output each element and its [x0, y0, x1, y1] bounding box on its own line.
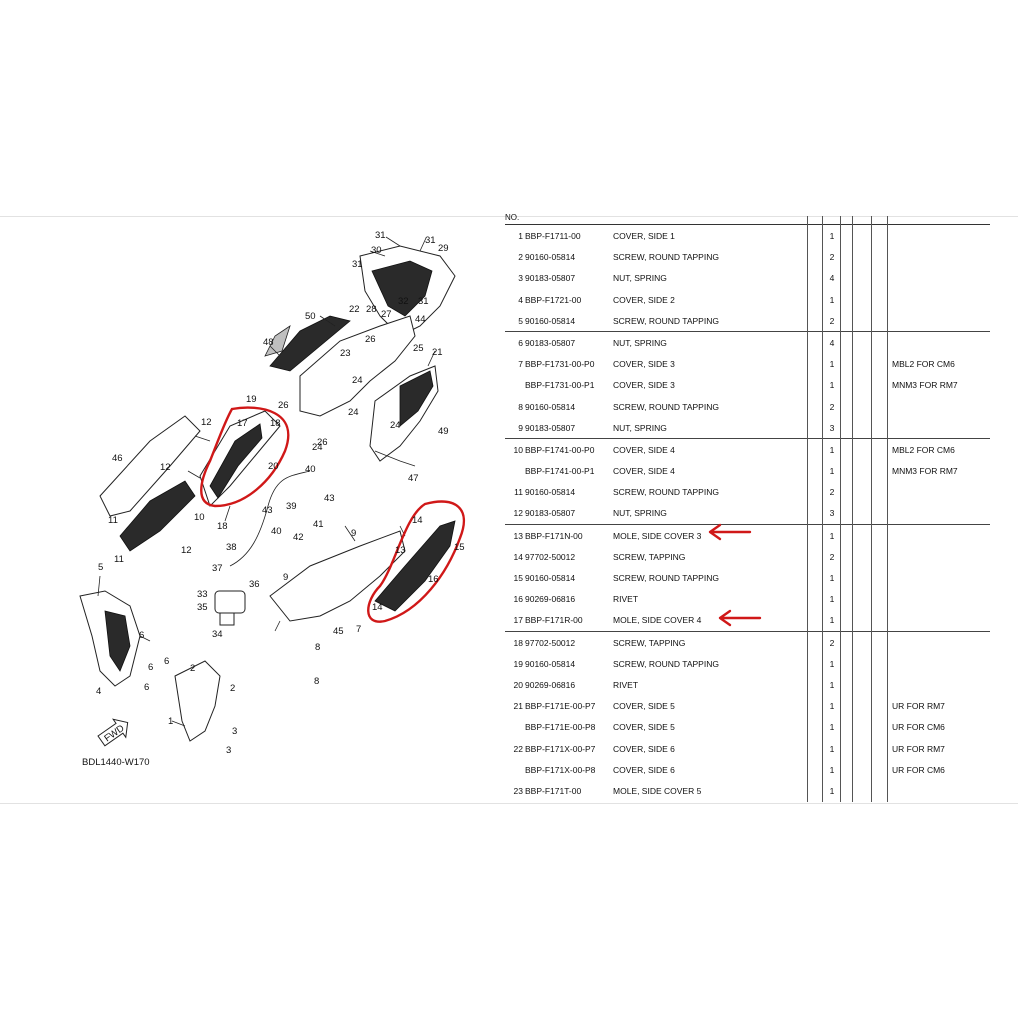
callout-number: 3 — [226, 745, 232, 756]
cell-no: 20 — [513, 679, 523, 690]
callout-number: 30 — [371, 245, 382, 256]
cell-no: 11 — [514, 487, 523, 498]
cell-desc: COVER, SIDE 2 — [613, 294, 675, 305]
callout-number: 2 — [190, 663, 196, 674]
cell-no: 7 — [518, 359, 523, 370]
callout-number: 16 — [428, 574, 439, 585]
callout-number: 9 — [351, 528, 357, 539]
table-row — [505, 246, 990, 267]
cell-qty: 1 — [829, 701, 835, 712]
cell-no: 3 — [518, 273, 523, 284]
callout-number: 2 — [230, 683, 236, 694]
cell-desc: COVER, SIDE 1 — [613, 231, 675, 241]
cell-pn: BBP-F171X-00-P7 — [525, 743, 596, 754]
cell-pn: 90269-06816 — [525, 679, 576, 690]
cell-desc: NUT, SPRING — [613, 422, 667, 433]
table-row — [505, 396, 990, 417]
callout-number: 45 — [333, 626, 344, 637]
callout-number: 27 — [381, 309, 392, 320]
table-row — [505, 716, 990, 737]
cell-desc: MOLE, SIDE COVER 3 — [613, 530, 702, 541]
callout-number: 25 — [413, 343, 424, 354]
cell-desc: COVER, SIDE 3 — [613, 380, 675, 391]
cell-no: 18 — [513, 637, 523, 648]
cell-desc: SCREW, ROUND TAPPING — [613, 573, 719, 583]
diagram-code: BDL1440-W170 — [82, 757, 150, 768]
table-row — [505, 738, 990, 759]
cell-pn: 90160-05814 — [525, 573, 576, 583]
cell-qty: 1 — [829, 444, 835, 455]
header-no: NO. — [505, 213, 520, 222]
cell-pn: 90183-05807 — [525, 422, 576, 433]
cell-rem: MNM3 FOR RM7 — [892, 380, 958, 391]
cell-pn: BBP-F171T-00 — [525, 785, 582, 796]
table-row — [505, 695, 990, 716]
table-row — [505, 438, 990, 460]
cell-no: 21 — [513, 701, 523, 712]
cell-desc: SCREW, TAPPING — [613, 637, 686, 648]
callout-number: 3 — [232, 726, 238, 737]
table-row — [505, 546, 990, 567]
cell-no: 23 — [513, 785, 523, 796]
table-row — [505, 353, 990, 374]
exploded-parts-diagram — [0, 216, 500, 802]
cell-desc: NUT, SPRING — [613, 508, 667, 519]
callout-number: 10 — [194, 512, 205, 523]
callout-number: 44 — [415, 314, 426, 325]
cell-pn: 90160-05814 — [525, 315, 576, 326]
cell-no: 10 — [513, 444, 523, 455]
table-row — [505, 374, 990, 395]
callout-number: 4 — [96, 686, 102, 697]
callout-number: 24 — [352, 375, 363, 386]
table-row — [505, 631, 990, 653]
cell-pn: BBP-F1731-00-P1 — [525, 380, 595, 391]
callout-number: 40 — [305, 464, 316, 475]
callout-number: 8 — [314, 676, 320, 687]
callout-number: 5 — [98, 562, 104, 573]
cell-no: 6 — [518, 337, 523, 348]
cell-rem: UR FOR RM7 — [892, 701, 945, 712]
table-row — [505, 310, 990, 331]
callout-number: 32 — [398, 296, 409, 307]
cell-no: 19 — [513, 658, 523, 669]
cell-desc: SCREW, TAPPING — [613, 551, 686, 562]
callout-number: 46 — [112, 453, 123, 464]
cell-qty: 2 — [829, 315, 835, 326]
cell-pn: BBP-F171R-00 — [525, 615, 583, 626]
callout-number: 13 — [395, 545, 406, 556]
callout-number: 24 — [390, 420, 401, 431]
callout-number: 22 — [349, 304, 360, 315]
cell-qty: 1 — [829, 785, 835, 796]
cell-qty: 1 — [829, 615, 835, 626]
cell-desc: SCREW, ROUND TAPPING — [613, 401, 719, 412]
cell-no: 8 — [518, 401, 523, 412]
callout-number: 24 — [312, 442, 323, 453]
table-body — [505, 225, 990, 801]
cell-desc: COVER, SIDE 5 — [613, 701, 675, 712]
callout-number: 43 — [262, 505, 273, 516]
cell-no: 17 — [513, 615, 523, 626]
callout-number: 39 — [286, 501, 297, 512]
callout-number: 43 — [324, 493, 335, 504]
callout-number: 48 — [263, 337, 274, 348]
cell-qty: 1 — [829, 679, 835, 690]
cell-rem: UR FOR CM6 — [892, 722, 945, 733]
part-reservoir — [215, 591, 245, 613]
cell-rem: UR FOR CM6 — [892, 764, 945, 775]
cell-no: 2 — [518, 252, 523, 263]
callout-number: 6 — [144, 682, 150, 693]
cell-no: 13 — [513, 530, 523, 541]
cell-pn: BBP-F171E-00-P8 — [525, 722, 596, 733]
callout-number: 31 — [425, 235, 436, 246]
cell-desc: COVER, SIDE 6 — [613, 743, 675, 754]
callout-number: 40 — [271, 526, 282, 537]
callout-number: 18 — [217, 521, 228, 532]
cell-qty: 1 — [829, 594, 835, 605]
cell-rem: UR FOR RM7 — [892, 743, 945, 754]
callout-number: 26 — [365, 334, 376, 345]
cell-desc: COVER, SIDE 5 — [613, 722, 675, 733]
callout-number: 34 — [212, 629, 223, 640]
cell-qty: 1 — [829, 530, 835, 541]
cell-pn: 97702-50012 — [525, 637, 576, 648]
cell-no: 9 — [518, 422, 523, 433]
table-header — [505, 213, 990, 225]
cell-no: 5 — [518, 315, 523, 326]
cell-desc: SCREW, ROUND TAPPING — [613, 487, 719, 498]
table-row — [505, 653, 990, 674]
cell-desc: RIVET — [613, 594, 639, 605]
cell-no: 4 — [518, 294, 523, 305]
callout-number: 18 — [270, 418, 281, 429]
table-row — [505, 417, 990, 438]
cell-desc: COVER, SIDE 4 — [613, 466, 675, 477]
callout-number: 12 — [201, 417, 212, 428]
table-row — [505, 588, 990, 609]
cell-pn: BBP-F171N-00 — [525, 530, 583, 541]
cell-desc: COVER, SIDE 4 — [613, 444, 675, 455]
callout-number: 6 — [139, 630, 145, 641]
cell-rem: MNM3 FOR RM7 — [892, 466, 958, 477]
cell-pn: 90269-06816 — [525, 594, 576, 605]
callout-number: 31 — [418, 296, 429, 307]
callout-number: 6 — [164, 656, 170, 667]
callout-number: 31 — [352, 259, 363, 270]
callout-number: 29 — [438, 243, 449, 254]
table-row — [505, 481, 990, 502]
callout-number: 38 — [226, 542, 237, 553]
cell-pn: BBP-F171E-00-P7 — [525, 701, 596, 712]
callout-number: 21 — [432, 347, 443, 358]
callout-number: 42 — [293, 532, 304, 543]
cell-desc: MOLE, SIDE COVER 4 — [613, 615, 702, 626]
cell-qty: 1 — [829, 294, 835, 305]
cell-qty: 2 — [829, 551, 835, 562]
cell-desc: SCREW, ROUND TAPPING — [613, 658, 719, 669]
callout-number: 12 — [160, 462, 171, 473]
callout-number: 26 — [317, 437, 328, 448]
table-row — [505, 267, 990, 288]
callout-number: 35 — [197, 602, 208, 613]
cell-desc: MOLE, SIDE COVER 5 — [613, 785, 702, 796]
callout-number: 11 — [114, 554, 124, 565]
cell-desc: NUT, SPRING — [613, 273, 667, 284]
cell-pn: 90183-05807 — [525, 508, 576, 519]
cell-qty: 4 — [829, 337, 835, 348]
callout-number: 8 — [315, 642, 321, 653]
cell-qty: 1 — [829, 380, 835, 391]
table-row — [505, 460, 990, 481]
callout-number: 36 — [249, 579, 260, 590]
table-row — [505, 759, 990, 780]
callout-number: 14 — [372, 602, 383, 613]
cell-qty: 1 — [829, 764, 835, 775]
callout-number: 14 — [412, 515, 423, 526]
cell-qty: 2 — [829, 487, 835, 498]
callout-number: 37 — [212, 563, 223, 574]
callout-number: 49 — [438, 426, 449, 437]
cell-no: 15 — [513, 573, 523, 583]
cell-pn: BBP-F1731-00-P0 — [525, 359, 595, 370]
callout-number: 50 — [305, 311, 316, 322]
callout-number: 6 — [148, 662, 154, 673]
callout-number: 47 — [408, 473, 419, 484]
cell-desc: COVER, SIDE 6 — [613, 764, 675, 775]
cell-desc: RIVET — [613, 679, 639, 690]
callout-number: 31 — [375, 230, 386, 241]
cell-qty: 2 — [829, 401, 835, 412]
callout-number: 28 — [366, 304, 377, 315]
callout-number: 17 — [237, 418, 248, 429]
cell-pn: 90160-05814 — [525, 658, 576, 669]
parts-list-table — [505, 213, 990, 801]
callout-number: 26 — [278, 400, 289, 411]
callout-number: 9 — [283, 572, 289, 583]
cell-pn: BBP-F1741-00-P1 — [525, 466, 595, 477]
callout-number: 11 — [108, 515, 118, 526]
cell-qty: 1 — [829, 231, 835, 241]
cell-pn: BBP-F171X-00-P8 — [525, 764, 596, 775]
table-row — [505, 502, 990, 523]
cell-no: 1 — [518, 231, 523, 241]
cell-desc: SCREW, ROUND TAPPING — [613, 315, 719, 326]
cell-pn: 90160-05814 — [525, 487, 576, 498]
cell-qty: 3 — [829, 508, 835, 519]
cell-pn: 97702-50012 — [525, 551, 576, 562]
table-row — [505, 567, 990, 588]
cell-desc: COVER, SIDE 3 — [613, 359, 675, 370]
callout-number: 24 — [348, 407, 359, 418]
cell-no: 14 — [513, 551, 523, 562]
cell-qty: 1 — [829, 743, 835, 754]
cell-pn: BBP-F1741-00-P0 — [525, 444, 595, 455]
part-side-cover-1 — [175, 661, 220, 741]
cell-qty: 2 — [829, 252, 835, 263]
cell-qty: 3 — [829, 422, 835, 433]
cell-pn: 90183-05807 — [525, 337, 576, 348]
cell-pn: 90183-05807 — [525, 273, 576, 284]
cell-pn: BBP-F1711-00 — [525, 231, 581, 241]
table-row — [505, 674, 990, 695]
cell-qty: 1 — [829, 658, 835, 669]
cell-qty: 2 — [829, 637, 835, 648]
callout-number: 1 — [168, 716, 174, 727]
callout-number: 23 — [340, 348, 351, 359]
cell-qty: 4 — [829, 273, 835, 284]
cell-no: 22 — [513, 743, 523, 754]
callout-number: 19 — [246, 394, 257, 405]
table-row — [505, 289, 990, 310]
callout-number: 41 — [313, 519, 324, 530]
part-reservoir-bracket — [220, 613, 234, 625]
cell-desc: SCREW, ROUND TAPPING — [613, 252, 719, 263]
callout-number: 20 — [268, 461, 279, 472]
cell-qty: 1 — [829, 573, 835, 583]
callout-number: 7 — [356, 624, 362, 635]
cell-desc: NUT, SPRING — [613, 337, 667, 348]
table-row — [505, 780, 990, 801]
callout-number: 33 — [197, 589, 208, 600]
cell-qty: 1 — [829, 722, 835, 733]
svg-text:FWD: FWD — [102, 722, 127, 745]
table-row — [505, 331, 990, 353]
cell-qty: 1 — [829, 466, 835, 477]
cell-pn: 90160-05814 — [525, 401, 576, 412]
cell-no: 16 — [513, 594, 523, 605]
callout-number: 12 — [181, 545, 192, 556]
table-row — [505, 225, 990, 246]
fwd-arrow — [95, 714, 134, 750]
cell-rem: MBL2 FOR CM6 — [892, 444, 955, 455]
cell-rem: MBL2 FOR CM6 — [892, 359, 955, 370]
callout-number: 15 — [454, 542, 465, 553]
red-arrow-mole-side-cover-3 — [704, 522, 754, 542]
cell-pn: 90160-05814 — [525, 252, 576, 263]
cell-no: 12 — [513, 508, 523, 519]
cell-pn: BBP-F1721-00 — [525, 294, 582, 305]
red-arrow-mole-side-cover-4 — [714, 608, 764, 628]
part-hose — [230, 471, 310, 566]
cell-qty: 1 — [829, 359, 835, 370]
